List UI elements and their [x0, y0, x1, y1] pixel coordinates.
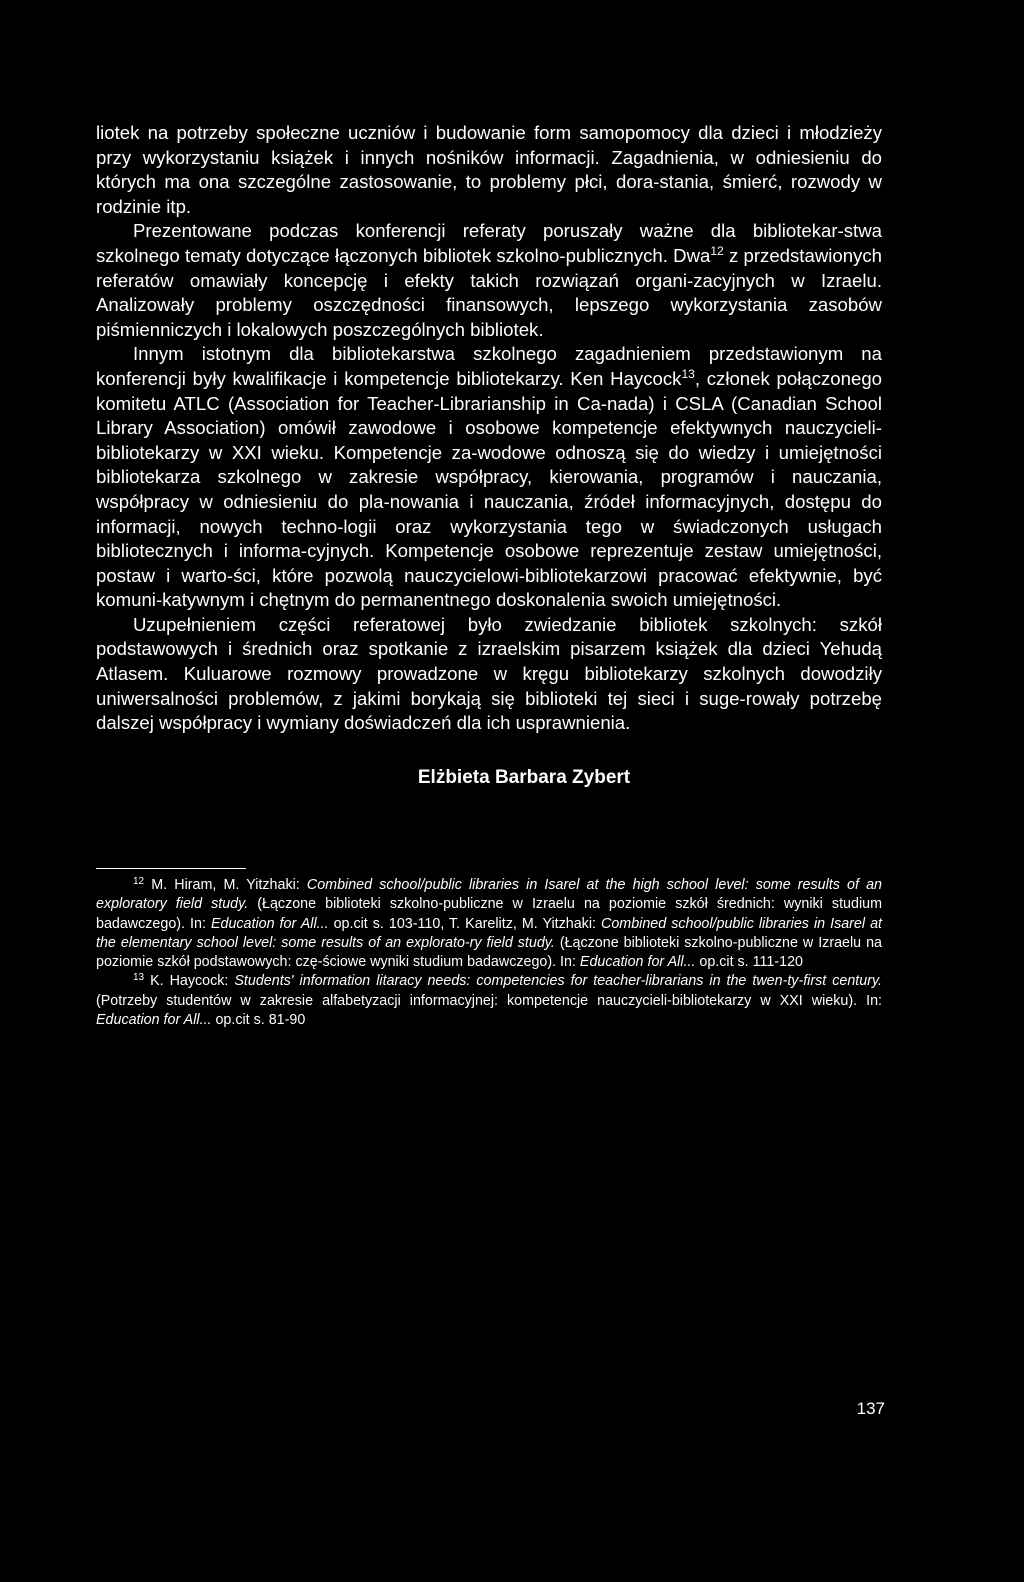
footnote-13-text-c: (Potrzeby studentów w zakresie alfabetyzacji informacyjnej: kompetencje nauczycieli-bibliotekarzy w XXI wieku). In:: [96, 992, 882, 1009]
footnote-13-text-e: op.cit s. 81-90: [211, 1012, 306, 1029]
paragraph-3: [96, 342, 882, 613]
footnote-13: [96, 972, 882, 1030]
footnote-12-number: 12: [133, 876, 145, 887]
footnote-12-text-i: op.cit s. 111-120: [695, 954, 803, 971]
footnote-12-text-e: op.cit s. 103-110, T. Karelitz, M. Yitzhaki:: [328, 915, 602, 932]
footnote-12-source-1: Education for All...: [210, 915, 329, 932]
footnote-12-text-a: M. Hiram, M. Yitzhaki:: [144, 877, 307, 893]
footnote-12-title-1: Combined school/public libraries in Isarel at the high school level: some results of an exploratory field study.: [96, 877, 882, 913]
paragraph-3-text-a: Innym istotnym dla bibliotekarstwa szkolnego zagadnieniem przedstawionym na konferencji były kwalifikacje i kompetencje bibliotekarzy. Ken Haycock: [96, 343, 882, 389]
paragraph-1: liotek na potrzeby społeczne uczniów i budowanie form samopomocy dla dzieci i młodzieży przy wykorzystaniu książek i innych nośników informacji. Zagadnienia, w odniesieniu do których ma ona szczególne zastosowanie, to problemy płci, dora-stania, śmierć, rozwody w rodzinie itp.: [96, 122, 882, 217]
footnote-12-text-c: (Łączone biblioteki szkolno-publiczne w Izraelu na poziomie szkół średnich: wyniki studium badawczego). In:: [96, 896, 882, 932]
author-signature: Elżbieta Barbara Zybert: [417, 767, 631, 788]
footnote-divider: [96, 868, 246, 869]
footnote-12: [96, 876, 882, 972]
paragraph-2-text-a: Prezentowane podczas konferencji referaty poruszały ważne dla bibliotekar-stwa szkolnego tematy dotyczące łączonych bibliotek szkolno-publicznych. Dwa: [96, 220, 882, 266]
footnote-13-title: Students' information litaracy needs: competencies for teacher-librarians in the twen-ty-first century.: [234, 973, 883, 990]
paragraph-4: Uzupełnieniem części referatowej było zwiedzanie bibliotek szkolnych: szkół podstawowych i średnich oraz spotkanie z izraelskim pisarzem książek dla dzieci Yehudą Atlasem. Kuluarowe rozmowy prowadzone w kręgu bibliotekarzy szkolnych dowodziły uniwersalności problemów, z jakimi borykają się biblioteki tej sieci i suge-rowały potrzebę dalszej współpracy i wymiany doświadczeń dla ich usprawnienia.: [96, 613, 882, 734]
page-number: 137: [856, 1399, 885, 1418]
paragraph-2-text-b: z przedstawionych referatów omawiały koncepcję i efekty takich rozwiązań organi-zacyjnych w Izraelu. Analizowały problemy oszczędności finansowych, lepszego wykorzystania zasobów piśmienniczych i lokalowych poszczególnych bibliotek.: [96, 244, 882, 340]
footnote-12-title-2: Combined school/public libraries in Isarel at the elementary school level: some results of an explorato-ry field study.: [96, 915, 882, 951]
footnote-ref-13: 13: [681, 366, 695, 381]
footnotes: [96, 876, 882, 1030]
footnote-12-source-2: Education for All...: [579, 954, 696, 971]
body-text: [96, 121, 882, 736]
footnote-12-text-g: (Łączone biblioteki szkolno-publiczne w Izraelu na poziomie szkół podstawowych: czę-ściowe wyniki studium badawczego). In:: [96, 934, 883, 971]
footnote-13-source: Education for All...: [96, 1012, 212, 1029]
footnote-13-number: 13: [133, 972, 145, 984]
footnote-13-text-a: K. Haycock:: [144, 973, 235, 990]
footnote-ref-12: 12: [710, 243, 724, 258]
paragraph-3-text-b: , członek połączonego komitetu ATLC (Association for Teacher-Librarianship in Ca-nada) i CSLA (Canadian School Library Association) omówił zawodowe i osobowe kompetencje efektywnych nauczycieli-bibliotekarzy w XXI wieku. Kompetencje za-wodowe odnoszą się do wiedzy i umiejętności bibliotekarza szkolnego w zakresie współpracy, kierowania, programów i nauczania, współpracy w odniesieniu do pla-nowania i nauczania, źródeł informacyjnych, dostępu do informacji, nowych techno-logii oraz wykorzystania tego w świadczonych usługach bibliotecznych i informa-cyjnych. Kompetencje osobowe reprezentuje zestaw umiejętności, postaw i warto-ści, które pozwolą nauczycielowi-bibliotekarzowi pracować efektywnie, być komuni-katywnym i chętnym do permanentnego doskonalenia swoich umiejętności.: [96, 367, 883, 611]
paragraph-2: [96, 219, 882, 342]
